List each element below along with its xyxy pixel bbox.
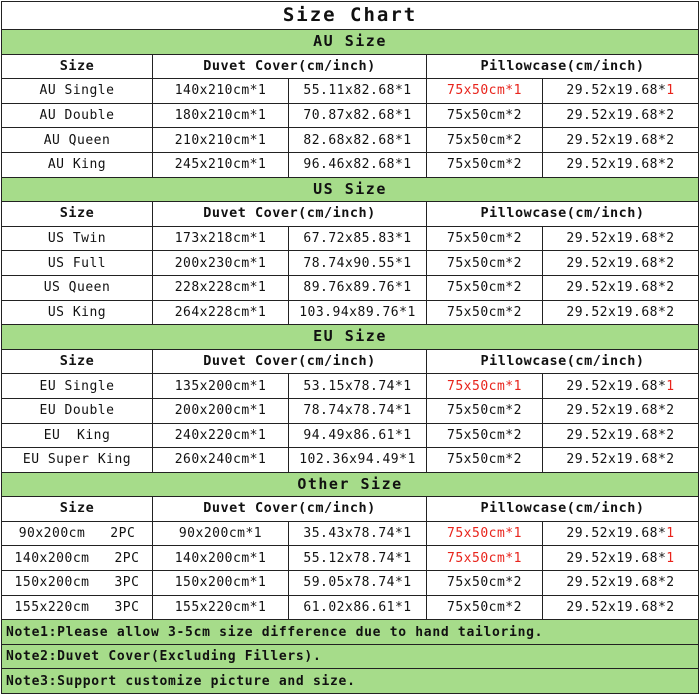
- table-row: [2, 374, 699, 399]
- pillowcase-quantity: 1: [666, 550, 675, 566]
- pillowcase-cm-cell: 75x50cm*2: [427, 128, 543, 153]
- duvet-inch-cell: 53.15x78.74*1: [289, 374, 427, 399]
- column-header-row: [2, 349, 699, 374]
- pillowcase-quantity: 2: [666, 452, 675, 468]
- pillowcase-cm-cell: 75x50cm*2: [427, 103, 543, 128]
- pillowcase-inch-value: 29.52x19.68*: [566, 132, 667, 148]
- pillowcase-cm-cell: 75x50cm*2: [427, 398, 543, 423]
- pillowcase-inch-cell: [543, 571, 699, 596]
- pillowcase-inch-cell: [543, 374, 699, 399]
- size-chart: [1, 1, 698, 694]
- duvet-inch-cell: 67.72x85.83*1: [289, 226, 427, 251]
- pillowcase-inch-cell: [543, 275, 699, 300]
- pillowcase-column-header: Pillowcase(cm/inch): [427, 497, 699, 522]
- pillowcase-cm-cell: 75x50cm*2: [427, 275, 543, 300]
- pillowcase-cm-cell: 75x50cm*2: [427, 152, 543, 177]
- pillowcase-quantity: 2: [666, 599, 675, 615]
- pillowcase-cm-cell: 75x50cm*1: [427, 79, 543, 104]
- duvet-inch-cell: 82.68x82.68*1: [289, 128, 427, 153]
- pillowcase-quantity: 1: [666, 83, 675, 99]
- size-name-cell: US Queen: [2, 275, 153, 300]
- duvet-inch-cell: 103.94x89.76*1: [289, 300, 427, 325]
- column-header-row: [2, 54, 699, 79]
- pillowcase-inch-cell: [543, 595, 699, 620]
- duvet-cm-cell: 135x200cm*1: [153, 374, 289, 399]
- title-row: [2, 2, 699, 30]
- duvet-cm-cell: 150x200cm*1: [153, 571, 289, 596]
- duvet-cm-cell: 155x220cm*1: [153, 595, 289, 620]
- table-row: [2, 521, 699, 546]
- duvet-inch-cell: 55.12x78.74*1: [289, 546, 427, 571]
- pillowcase-inch-cell: [543, 128, 699, 153]
- pillowcase-quantity: 2: [666, 427, 675, 443]
- pillowcase-cm-cell: 75x50cm*2: [427, 423, 543, 448]
- note-row: [2, 644, 699, 669]
- section-row-au-size: [2, 30, 699, 55]
- table-row: [2, 398, 699, 423]
- pillowcase-inch-value: 29.52x19.68*: [566, 231, 667, 247]
- duvet-cm-cell: 264x228cm*1: [153, 300, 289, 325]
- duvet-inch-cell: 89.76x89.76*1: [289, 275, 427, 300]
- pillowcase-inch-cell: [543, 448, 699, 473]
- duvet-cm-cell: 200x230cm*1: [153, 251, 289, 276]
- duvet-inch-cell: 35.43x78.74*1: [289, 521, 427, 546]
- pillowcase-cm-cell: 75x50cm*2: [427, 251, 543, 276]
- table-row: [2, 448, 699, 473]
- pillowcase-cm-cell: 75x50cm*1: [427, 546, 543, 571]
- size-name-cell: 155x220cm 3PC: [2, 595, 153, 620]
- duvet-column-header: Duvet Cover(cm/inch): [153, 497, 427, 522]
- size-name-cell: 90x200cm 2PC: [2, 521, 153, 546]
- pillowcase-inch-cell: [543, 546, 699, 571]
- pillowcase-inch-cell: [543, 521, 699, 546]
- pillowcase-quantity: 2: [666, 255, 675, 271]
- size-column-header: Size: [2, 202, 153, 227]
- size-name-cell: EU Super King: [2, 448, 153, 473]
- table-row: [2, 103, 699, 128]
- size-name-cell: US Twin: [2, 226, 153, 251]
- pillowcase-inch-value: 29.52x19.68*: [566, 157, 667, 173]
- pillowcase-inch-value: 29.52x19.68*: [566, 83, 667, 99]
- size-name-cell: EU Double: [2, 398, 153, 423]
- size-chart-body: [2, 2, 699, 694]
- pillowcase-quantity: 2: [666, 575, 675, 591]
- table-row: [2, 275, 699, 300]
- pillowcase-cm-cell: 75x50cm*2: [427, 300, 543, 325]
- size-name-cell: US King: [2, 300, 153, 325]
- pillowcase-quantity: 2: [666, 108, 675, 124]
- pillowcase-inch-value: 29.52x19.68*: [566, 280, 667, 296]
- pillowcase-cm-cell: 75x50cm*2: [427, 595, 543, 620]
- duvet-cm-cell: 210x210cm*1: [153, 128, 289, 153]
- duvet-cm-cell: 260x240cm*1: [153, 448, 289, 473]
- table-row: [2, 546, 699, 571]
- note-3: Note3:Support customize picture and size.: [2, 669, 699, 694]
- pillowcase-inch-cell: [543, 398, 699, 423]
- pillowcase-inch-value: 29.52x19.68*: [566, 427, 667, 443]
- duvet-cm-cell: 180x210cm*1: [153, 103, 289, 128]
- pillowcase-inch-value: 29.52x19.68*: [566, 108, 667, 124]
- size-chart-table: [1, 1, 699, 694]
- table-row: [2, 571, 699, 596]
- duvet-inch-cell: 94.49x86.61*1: [289, 423, 427, 448]
- table-row: [2, 251, 699, 276]
- pillowcase-quantity: 2: [666, 280, 675, 296]
- pillowcase-column-header: Pillowcase(cm/inch): [427, 349, 699, 374]
- table-row: [2, 226, 699, 251]
- pillowcase-inch-value: 29.52x19.68*: [566, 255, 667, 271]
- duvet-inch-cell: 61.02x86.61*1: [289, 595, 427, 620]
- section-row-eu-size: [2, 325, 699, 350]
- pillowcase-cm-cell: 75x50cm*1: [427, 521, 543, 546]
- note-row: [2, 620, 699, 645]
- column-header-row: [2, 202, 699, 227]
- pillowcase-quantity: 2: [666, 157, 675, 173]
- pillowcase-inch-cell: [543, 300, 699, 325]
- duvet-column-header: Duvet Cover(cm/inch): [153, 349, 427, 374]
- pillowcase-quantity: 1: [666, 526, 675, 542]
- duvet-cm-cell: 140x200cm*1: [153, 546, 289, 571]
- pillowcase-inch-cell: [543, 152, 699, 177]
- pillowcase-inch-value: 29.52x19.68*: [566, 452, 667, 468]
- pillowcase-quantity: 2: [666, 132, 675, 148]
- pillowcase-inch-cell: [543, 103, 699, 128]
- duvet-column-header: Duvet Cover(cm/inch): [153, 202, 427, 227]
- pillowcase-inch-cell: [543, 226, 699, 251]
- duvet-inch-cell: 78.74x90.55*1: [289, 251, 427, 276]
- pillowcase-quantity: 1: [666, 378, 675, 394]
- pillowcase-column-header: Pillowcase(cm/inch): [427, 202, 699, 227]
- pillowcase-quantity: 2: [666, 403, 675, 419]
- duvet-cm-cell: 140x210cm*1: [153, 79, 289, 104]
- table-row: [2, 300, 699, 325]
- size-name-cell: AU King: [2, 152, 153, 177]
- pillowcase-cm-cell: 75x50cm*2: [427, 448, 543, 473]
- pillowcase-inch-value: 29.52x19.68*: [566, 575, 667, 591]
- pillowcase-inch-value: 29.52x19.68*: [566, 526, 667, 542]
- table-row: [2, 128, 699, 153]
- pillowcase-quantity: 2: [666, 304, 675, 320]
- page-title: Size Chart: [2, 2, 699, 30]
- duvet-cm-cell: 245x210cm*1: [153, 152, 289, 177]
- size-column-header: Size: [2, 349, 153, 374]
- size-name-cell: EU Single: [2, 374, 153, 399]
- duvet-cm-cell: 200x200cm*1: [153, 398, 289, 423]
- pillowcase-cm-cell: 75x50cm*1: [427, 374, 543, 399]
- pillowcase-inch-value: 29.52x19.68*: [566, 599, 667, 615]
- size-name-cell: US Full: [2, 251, 153, 276]
- pillowcase-inch-value: 29.52x19.68*: [566, 304, 667, 320]
- pillowcase-cm-cell: 75x50cm*2: [427, 571, 543, 596]
- section-title: Other Size: [2, 472, 699, 497]
- duvet-inch-cell: 96.46x82.68*1: [289, 152, 427, 177]
- duvet-column-header: Duvet Cover(cm/inch): [153, 54, 427, 79]
- size-name-cell: 150x200cm 3PC: [2, 571, 153, 596]
- pillowcase-inch-value: 29.52x19.68*: [566, 550, 667, 566]
- pillowcase-inch-cell: [543, 79, 699, 104]
- pillowcase-inch-value: 29.52x19.68*: [566, 378, 667, 394]
- duvet-cm-cell: 240x220cm*1: [153, 423, 289, 448]
- duvet-inch-cell: 78.74x78.74*1: [289, 398, 427, 423]
- size-name-cell: AU Double: [2, 103, 153, 128]
- size-name-cell: AU Single: [2, 79, 153, 104]
- section-title: US Size: [2, 177, 699, 202]
- size-column-header: Size: [2, 54, 153, 79]
- pillowcase-cm-cell: 75x50cm*2: [427, 226, 543, 251]
- duvet-inch-cell: 55.11x82.68*1: [289, 79, 427, 104]
- pillowcase-quantity: 2: [666, 231, 675, 247]
- note-2: Note2:Duvet Cover(Excluding Fillers).: [2, 644, 699, 669]
- note-1: Note1:Please allow 3-5cm size difference due to hand tailoring.: [2, 620, 699, 645]
- duvet-inch-cell: 59.05x78.74*1: [289, 571, 427, 596]
- duvet-cm-cell: 228x228cm*1: [153, 275, 289, 300]
- table-row: [2, 152, 699, 177]
- duvet-inch-cell: 102.36x94.49*1: [289, 448, 427, 473]
- size-column-header: Size: [2, 497, 153, 522]
- duvet-cm-cell: 90x200cm*1: [153, 521, 289, 546]
- pillowcase-inch-cell: [543, 423, 699, 448]
- size-name-cell: EU King: [2, 423, 153, 448]
- table-row: [2, 423, 699, 448]
- size-name-cell: AU Queen: [2, 128, 153, 153]
- pillowcase-column-header: Pillowcase(cm/inch): [427, 54, 699, 79]
- table-row: [2, 79, 699, 104]
- section-row-other-size: [2, 472, 699, 497]
- section-title: EU Size: [2, 325, 699, 350]
- pillowcase-inch-value: 29.52x19.68*: [566, 403, 667, 419]
- size-name-cell: 140x200cm 2PC: [2, 546, 153, 571]
- column-header-row: [2, 497, 699, 522]
- note-row: [2, 669, 699, 694]
- section-row-us-size: [2, 177, 699, 202]
- pillowcase-inch-cell: [543, 251, 699, 276]
- section-title: AU Size: [2, 30, 699, 55]
- table-row: [2, 595, 699, 620]
- duvet-cm-cell: 173x218cm*1: [153, 226, 289, 251]
- duvet-inch-cell: 70.87x82.68*1: [289, 103, 427, 128]
